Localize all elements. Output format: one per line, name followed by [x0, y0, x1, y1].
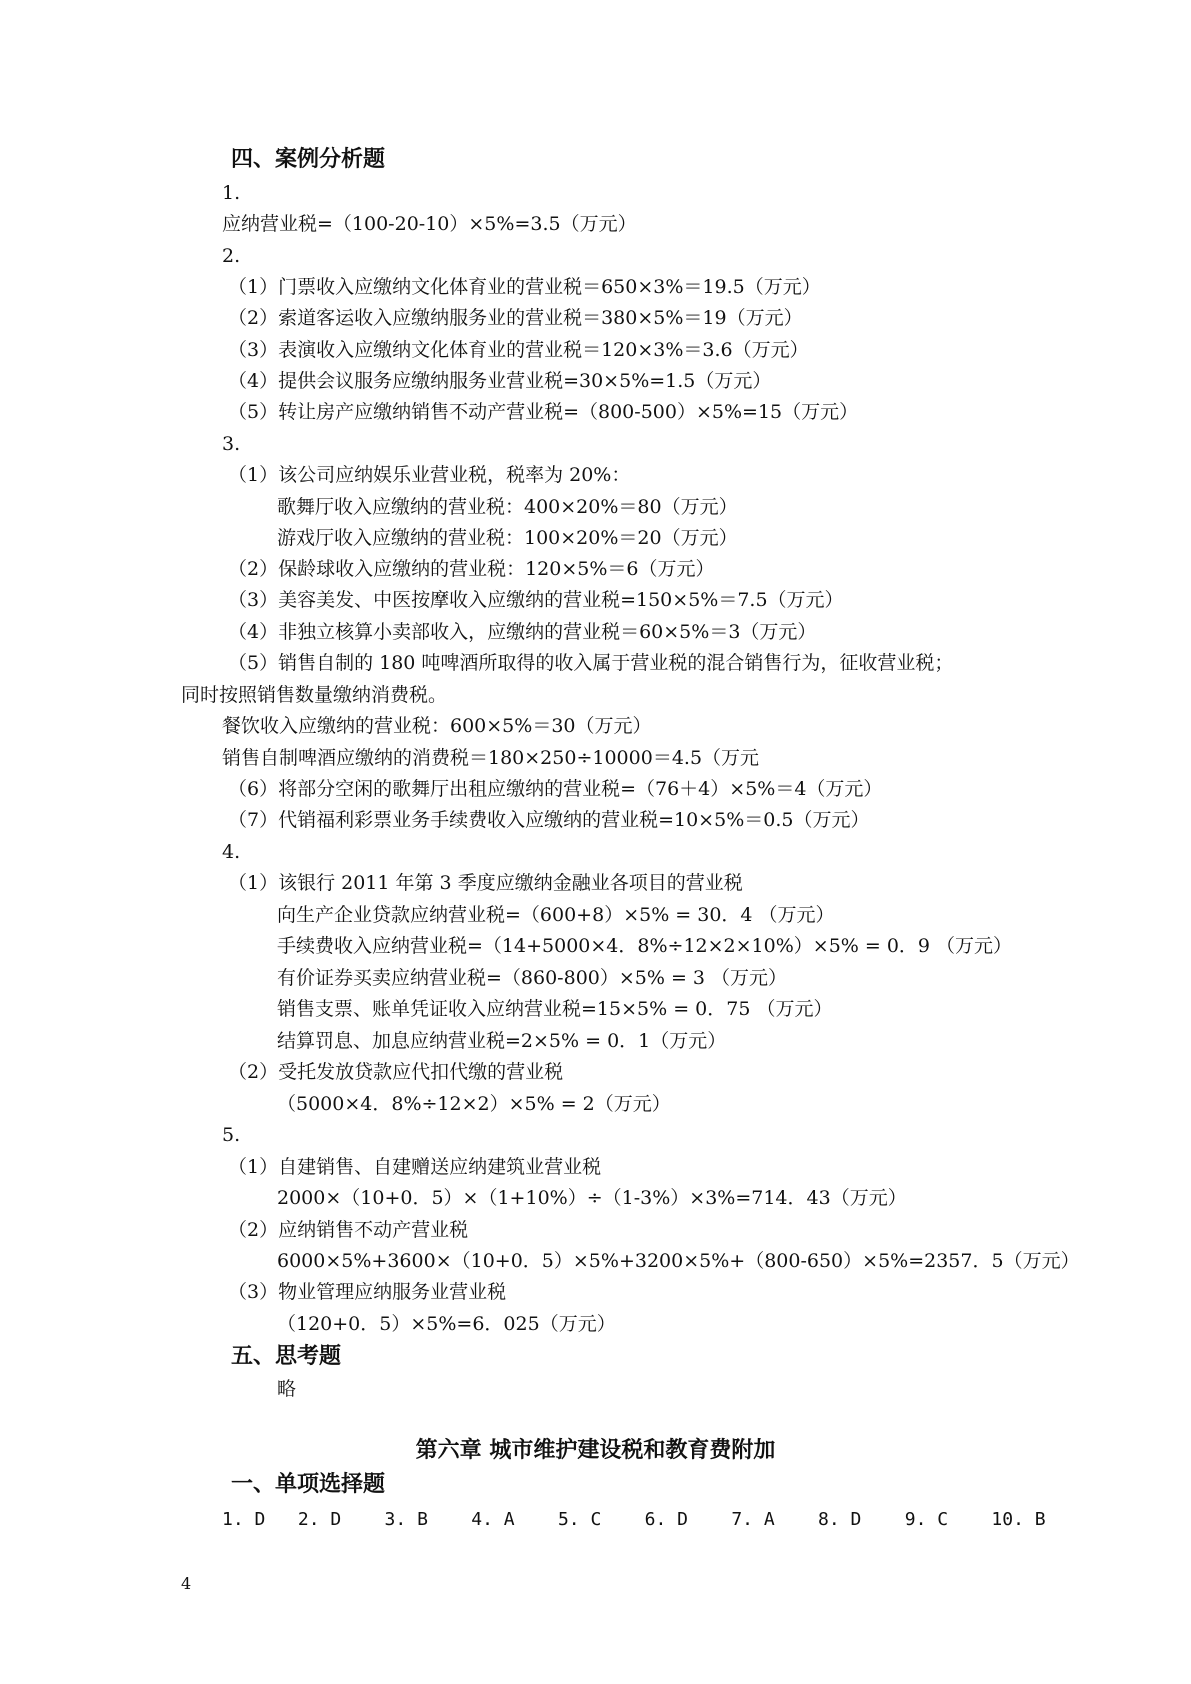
q3-line: （7）代销福利彩票业务手续费收入应缴纳的营业税=10×5%＝0.5（万元）: [228, 809, 870, 831]
section-heading-single-choice: 一、单项选择题: [231, 1472, 386, 1497]
q4-line: （2）受托发放贷款应代扣代缴的营业税: [228, 1061, 564, 1083]
q5-line: （120+0．5）×5%=6．025（万元）: [277, 1313, 616, 1335]
q3-line: （4）非独立核算小卖部收入，应缴纳的营业税＝60×5%＝3（万元）: [228, 621, 817, 643]
q4-line: （5000×4．8%÷12×2）×5% = 2（万元）: [277, 1093, 671, 1115]
q3-line: （3）美容美发、中医按摩收入应缴纳的营业税=150×5%＝7.5（万元）: [228, 589, 844, 611]
q5-line: 6000×5%+3600×（10+0．5）×5%+3200×5%+（800-650）×5%=2357．5（万元）: [277, 1250, 1080, 1272]
q4-line: 结算罚息、加息应纳营业税=2×5% = 0．1（万元）: [277, 1030, 727, 1052]
q3-line: 同时按照销售数量缴纳消费税。: [181, 684, 448, 706]
q3-line: （2）保龄球收入应缴纳的营业税：120×5%＝6（万元）: [228, 558, 715, 580]
q5-line: （3）物业管理应纳服务业营业税: [228, 1281, 507, 1303]
q3-line: 游戏厅收入应缴纳的营业税：100×20%＝20（万元）: [277, 527, 738, 549]
section-heading-case-analysis: 四、案例分析题: [231, 147, 386, 172]
q5-line: 2000×（10+0．5）×（1+10%）÷（1-3%）×3%=714．43（万元）: [277, 1187, 907, 1209]
q4-line: 销售支票、账单凭证收入应纳营业税=15×5% = 0．75 （万元）: [277, 998, 833, 1020]
page-number: 4: [181, 1574, 192, 1593]
q3-line: 歌舞厅收入应缴纳的营业税：400×20%＝80（万元）: [277, 496, 738, 518]
question-number-5: 5.: [222, 1124, 241, 1146]
q3-line: 销售自制啤酒应缴纳的消费税＝180×250÷10000＝4.5（万元: [222, 747, 760, 769]
q2-line: （1）门票收入应缴纳文化体育业的营业税＝650×3%＝19.5（万元）: [228, 276, 821, 298]
question-number-3: 3.: [222, 433, 241, 455]
q4-line: 有价证券买卖应纳营业税=（860-800）×5% = 3 （万元）: [277, 967, 788, 989]
q1-line: 应纳营业税=（100-20-10）×5%=3.5（万元）: [222, 213, 637, 235]
answer-key: 1. D 2. D 3. B 4. A 5. C 6. D 7. A 8. D 9. C 10. B: [222, 1509, 1046, 1530]
q2-line: （2）索道客运收入应缴纳服务业的营业税＝380×5%＝19（万元）: [228, 307, 803, 329]
question-number-2: 2.: [222, 245, 241, 267]
q4-line: 向生产企业贷款应纳营业税=（600+8）×5% = 30．4 （万元）: [277, 904, 835, 926]
q5-line: （1）自建销售、自建赠送应纳建筑业营业税: [228, 1156, 602, 1178]
question-number-4: 4.: [222, 841, 241, 863]
section-heading-reflection: 五、思考题: [231, 1344, 342, 1369]
q4-line: 手续费收入应纳营业税=（14+5000×4．8%÷12×2×10%）×5% = 0．9 （万元）: [277, 935, 1013, 957]
q5-line: （2）应纳销售不动产营业税: [228, 1219, 469, 1241]
chapter-title: 第六章 城市维护建设税和教育费附加: [415, 1438, 776, 1463]
q2-line: （4）提供会议服务应缴纳服务业营业税=30×5%=1.5（万元）: [228, 370, 772, 392]
q3-line: （5）销售自制的 180 吨啤酒所取得的收入属于营业税的混合销售行为，征收营业税；: [228, 652, 954, 674]
q3-line: （6）将部分空闲的歌舞厅出租应缴纳的营业税=（76＋4）×5%＝4（万元）: [228, 778, 883, 800]
q3-line: 餐饮收入应缴纳的营业税：600×5%＝30（万元）: [222, 715, 652, 737]
q2-line: （5）转让房产应缴纳销售不动产营业税=（800-500）×5%=15（万元）: [228, 401, 859, 423]
q3-line: （1）该公司应纳娱乐业营业税，税率为 20%：: [228, 464, 631, 486]
reflection-answer: 略: [277, 1378, 297, 1400]
q2-line: （3）表演收入应缴纳文化体育业的营业税＝120×3%＝3.6（万元）: [228, 339, 809, 361]
q4-line: （1）该银行 2011 年第 3 季度应缴纳金融业各项目的营业税: [228, 872, 743, 894]
question-number-1: 1.: [222, 182, 241, 204]
